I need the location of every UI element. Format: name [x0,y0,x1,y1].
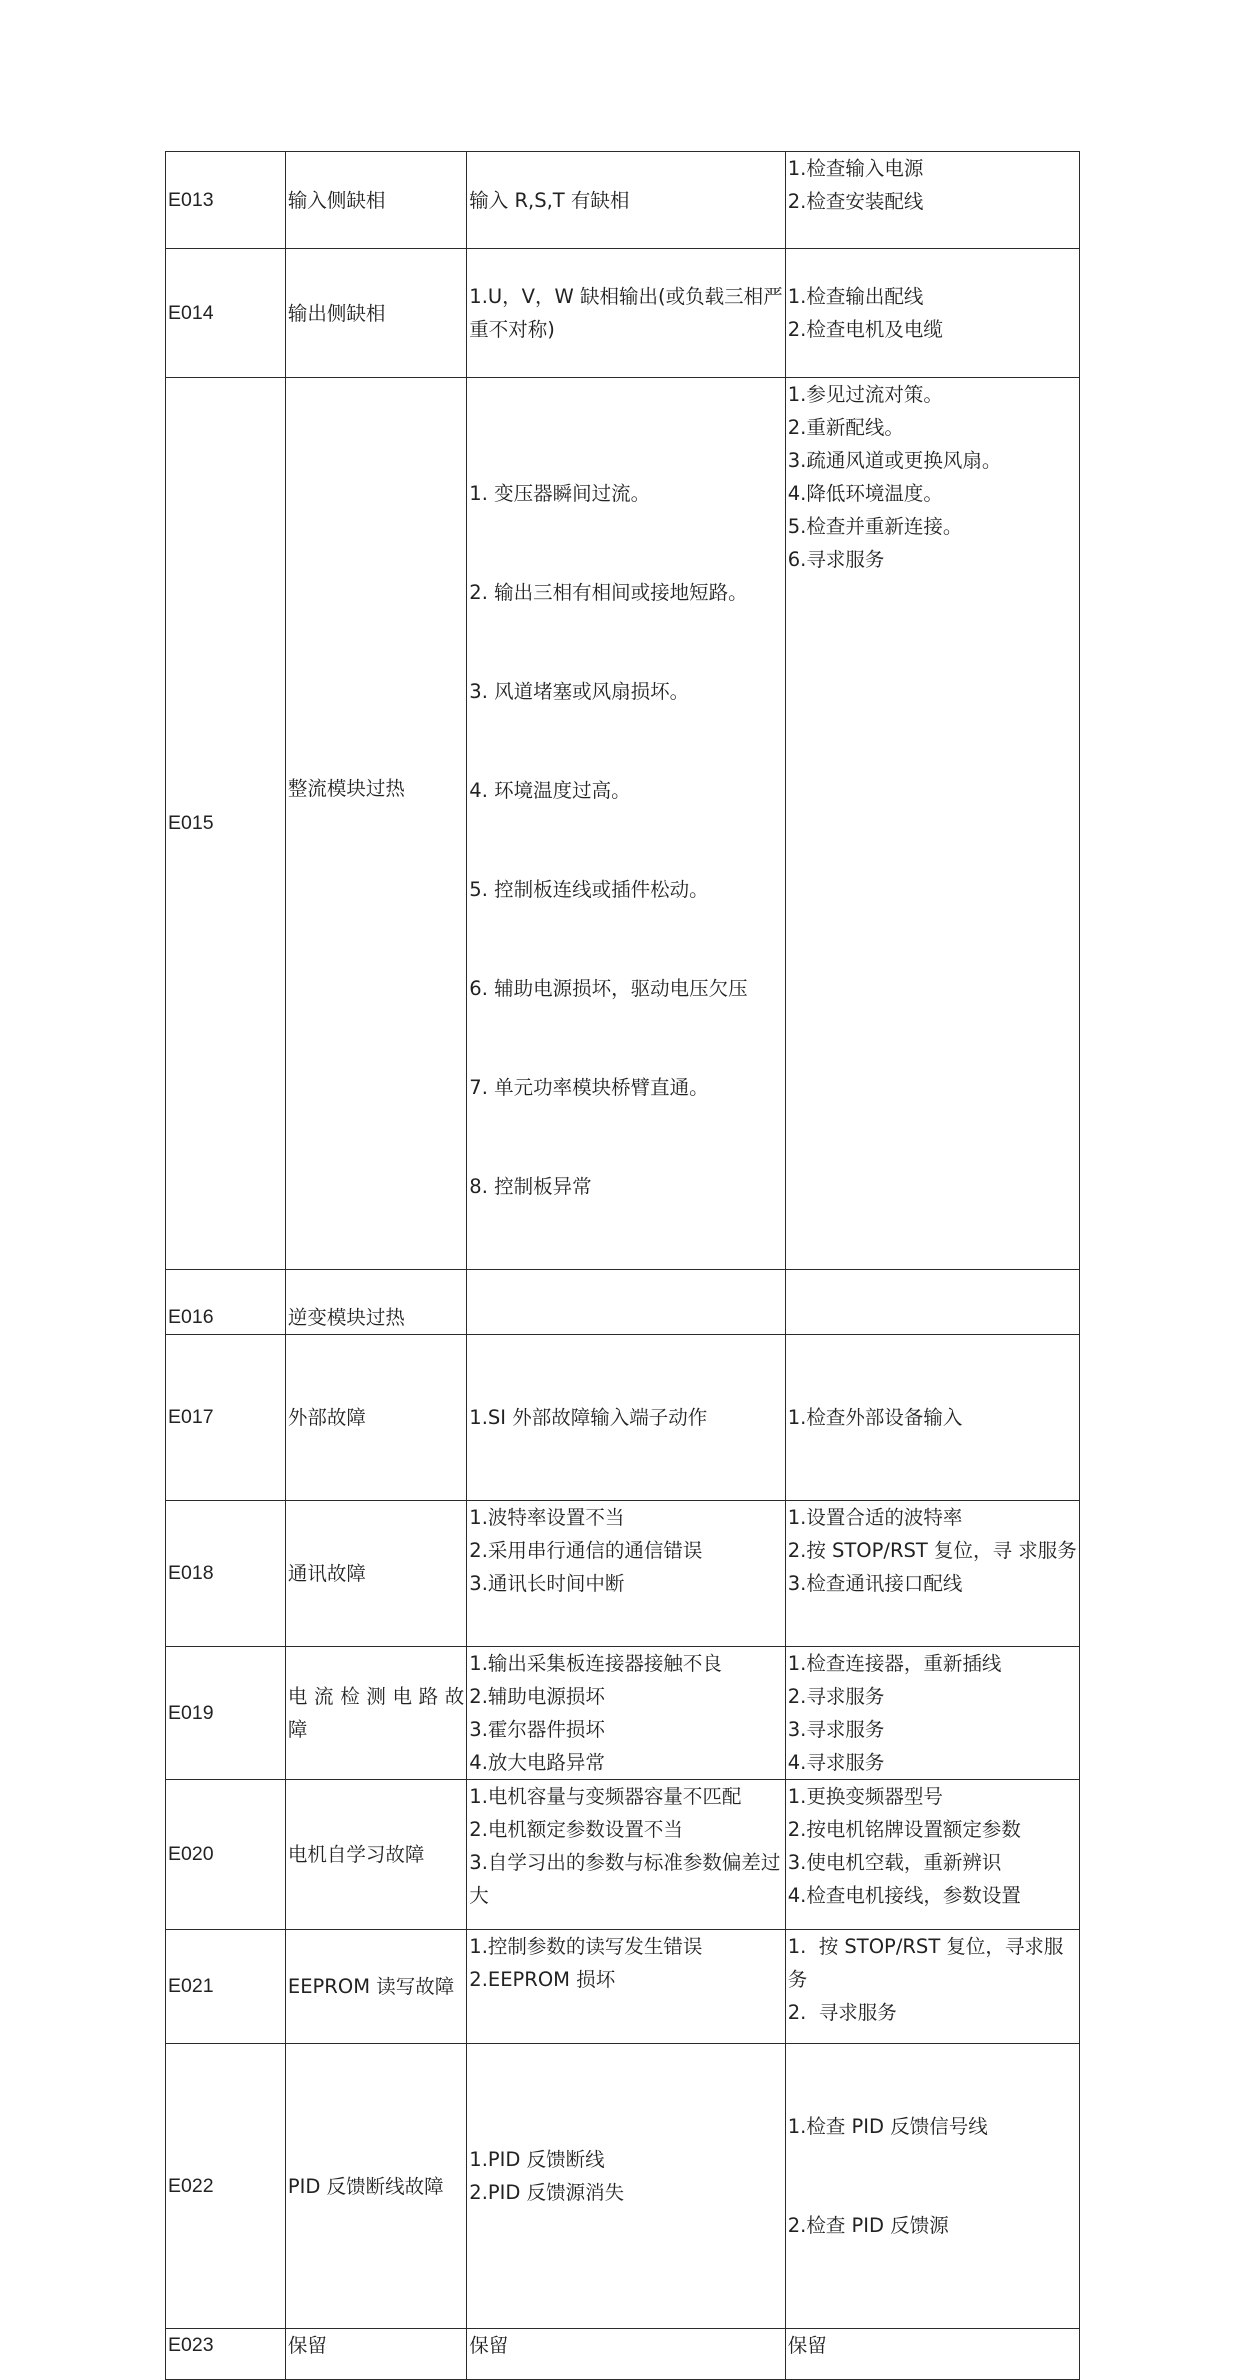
fault-solution: 1.设置合适的波特率 2.按 STOP/RST 复位，寻 求服务 3.检查通讯接口配线 [785,1501,1079,1647]
fault-solution: 保留 [785,2329,1079,2380]
fault-code: E016 [166,1270,286,1335]
fault-code: E021 [166,1930,286,2044]
fault-cause: 1.PID 反馈断线 2.PID 反馈源消失 [467,2044,785,2329]
table-row [166,378,1080,1270]
fault-code: E023 [166,2329,286,2380]
fault-name: 外部故障 [285,1335,466,1501]
fault-solution: 1.检查输出配线 2.检查电机及电缆 [785,249,1079,378]
fault-name: 整流模块过热 [285,378,466,1270]
fault-solution: 1.更换变频器型号 2.按电机铭牌设置额定参数 3.使电机空载，重新辨识 4.检查电机接线，参数设置 [785,1780,1079,1930]
fault-solution: 1. 按 STOP/RST 复位，寻求服务 2. 寻求服务 [785,1930,1079,2044]
fault-name: 输出侧缺相 [285,249,466,378]
fault-code: E015 [166,378,286,1270]
table-row [166,1501,1080,1647]
fault-name: 电机自学习故障 [285,1780,466,1930]
table-row [166,1930,1080,2044]
table-row [166,1335,1080,1501]
fault-cause: 1.波特率设置不当 2.采用串行通信的通信错误 3.通讯长时间中断 [467,1501,785,1647]
fault-name: PID 反馈断线故障 [285,2044,466,2329]
table-row [166,1270,1080,1335]
fault-solution: 1.检查连接器，重新插线 2.寻求服务 3.寻求服务 4.寻求服务 [785,1647,1079,1780]
fault-code: E020 [166,1780,286,1930]
fault-cause: 1.输出采集板连接器接触不良 2.辅助电源损坏 3.霍尔器件损坏 4.放大电路异常 [467,1647,785,1780]
fault-solution: 1.检查 PID 反馈信号线 2.检查 PID 反馈源 [785,2044,1079,2329]
table-row [166,2329,1080,2380]
fault-code: E018 [166,1501,286,1647]
fault-name: 保留 [285,2329,466,2380]
fault-cause: 1.电机容量与变频器容量不匹配 2.电机额定参数设置不当 3.自学习出的参数与标准参数偏差过大 [467,1780,785,1930]
fault-cause: 1. 变压器瞬间过流。 2. 输出三相有相间或接地短路。 3. 风道堵塞或风扇损坏。 4. 环境温度过高。 5. 控制板连线或插件松动。 6. 辅助电源损坏，驱动电压欠压 7. 单元功率模块桥臂直通。 8. 控制板异常 [467,378,785,1270]
fault-cause: 1.U，V，W 缺相输出(或负载三相严重不对称) [467,249,785,378]
fault-name: 逆变模块过热 [285,1270,466,1335]
table-row [166,152,1080,249]
fault-cause: 1.控制参数的读写发生错误 2.EEPROM 损坏 [467,1930,785,2044]
table-row [166,1647,1080,1780]
fault-name: 通讯故障 [285,1501,466,1647]
fault-code-table [165,151,1080,2380]
fault-code: E014 [166,249,286,378]
fault-code: E019 [166,1647,286,1780]
fault-code: E017 [166,1335,286,1501]
fault-cause: 输入 R,S,T 有缺相 [467,152,785,249]
fault-code: E022 [166,2044,286,2329]
fault-cause [467,1270,785,1335]
fault-solution: 1.检查外部设备输入 [785,1335,1079,1501]
fault-solution: 1.参见过流对策。 2.重新配线。 3.疏通风道或更换风扇。 4.降低环境温度。 5.检查并重新连接。 6.寻求服务 [785,378,1079,1270]
table-row [166,249,1080,378]
table-row [166,1780,1080,1930]
fault-cause: 保留 [467,2329,785,2380]
table-row [166,2044,1080,2329]
fault-solution: 1.检查输入电源 2.检查安装配线 [785,152,1079,249]
fault-name: 输入侧缺相 [285,152,466,249]
fault-name: 电 流 检 测 电 路 故 障 [285,1647,466,1780]
fault-name: EEPROM 读写故障 [285,1930,466,2044]
fault-solution [785,1270,1079,1335]
fault-cause: 1.SI 外部故障输入端子动作 [467,1335,785,1501]
fault-code: E013 [166,152,286,249]
